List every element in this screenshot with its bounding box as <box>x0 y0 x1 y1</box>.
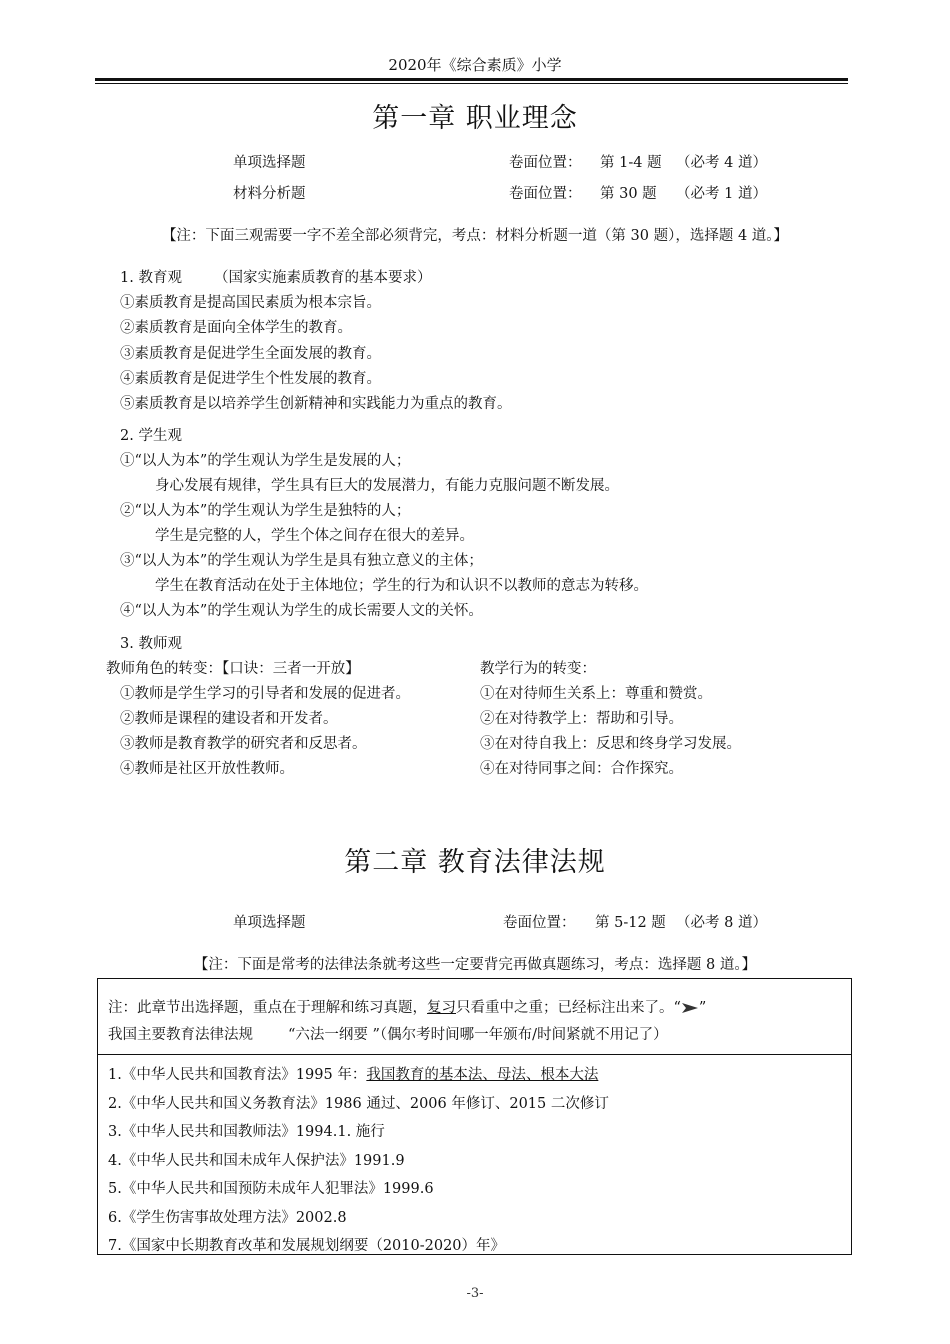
list-item: ②在对待教学上：帮助和引导。 <box>480 711 683 727</box>
position-value: 第 30 题 <box>600 186 657 202</box>
section-title: 3. 教师观 <box>120 636 182 652</box>
box-subtitle-note: “六法一纲要 ”（偶尔考时间哪一年颁布/时间紧就不用记了） <box>288 1027 668 1043</box>
list-item: ②素质教育是面向全体学生的教育。 <box>120 320 352 336</box>
required-count: （必考 4 道） <box>676 155 767 171</box>
position-label: 卷面位置： <box>509 186 582 202</box>
law-box <box>97 978 852 1255</box>
list-item: ③“以人为本”的学生观认为学生是具有独立意义的主体； <box>120 553 483 569</box>
chapter-note: 【注：下面是常考的法律法条就考这些一定要背完再做真题练习，考点：选择题 8 道。】 <box>193 957 757 973</box>
list-item: ①教师是学生学习的引导者和发展的促进者。 <box>120 686 410 702</box>
list-item-detail: 身心发展有规律，学生具有巨大的发展潜力，有能力克服问题不断发展。 <box>155 478 619 494</box>
list-item: ③在对待自我上：反思和终身学习发展。 <box>480 736 741 752</box>
required-count: （必考 1 道） <box>676 186 767 202</box>
box-note-text: 只看重中之重；已经标注出来了。“ <box>456 1000 681 1016</box>
box-note-text: ” <box>698 1000 707 1016</box>
teacher-role-title: 教师角色的转变：【口诀：三者一开放】 <box>106 661 360 677</box>
list-item: ②“以人为本”的学生观认为学生是独特的人； <box>120 503 411 519</box>
law-item: 5.《中华人民共和国预防未成年人犯罪法》1999.6 <box>108 1181 434 1197</box>
list-item: ④在对待同事之间：合作探究。 <box>480 761 683 777</box>
law-item: 3.《中华人民共和国教师法》1994.1. 施行 <box>108 1124 385 1140</box>
chapter-note: 【注：下面三观需要一字不差全部必须背完，考点：材料分析题一道（第 30 题），选择题 4 道。】 <box>161 228 789 244</box>
law-item: 6.《学生伤害事故处理方法》2002.8 <box>108 1210 347 1226</box>
list-item-detail: 学生是完整的人，学生个体之间存在很大的差异。 <box>155 528 474 544</box>
page-number: -3- <box>466 1286 484 1301</box>
position-label: 卷面位置： <box>503 915 576 931</box>
box-subtitle: 我国主要教育法律法规 <box>108 1027 253 1043</box>
section-subtitle: （国家实施素质教育的基本要求） <box>214 270 432 286</box>
list-item: ③教师是教育教学的研究者和反思者。 <box>120 736 367 752</box>
list-item: ④素质教育是促进学生个性发展的教育。 <box>120 371 381 387</box>
box-note-underlined: 复习 <box>427 1000 456 1016</box>
question-type: 单项选择题 <box>233 915 306 931</box>
required-count: （必考 8 道） <box>676 915 767 931</box>
law-item-underlined: 我国教育的基本法、母法、根本大法 <box>366 1067 599 1083</box>
law-item <box>108 1063 598 1084</box>
list-item: ④教师是社区开放性教师。 <box>120 761 294 777</box>
list-item-detail: 学生在教育活动在处于主体地位；学生的行为和认识不以教师的意志为转移。 <box>155 578 648 594</box>
box-note <box>108 996 706 1017</box>
law-item: 4.《中华人民共和国未成年人保护法》1991.9 <box>108 1153 405 1169</box>
list-item: ①“以人为本”的学生观认为学生是发展的人； <box>120 453 411 469</box>
page-header: 2020年《综合素质》小学 <box>388 56 562 74</box>
question-type: 材料分析题 <box>233 186 306 202</box>
box-note-text: 注：此章节出选择题，重点在于理解和练习真题， <box>108 1000 427 1016</box>
position-label: 卷面位置： <box>509 155 582 171</box>
list-item: ①素质教育是提高国民素质为根本宗旨。 <box>120 295 381 311</box>
section-title: 1. 教育观 <box>120 270 182 286</box>
law-item: 2.《中华人民共和国义务教育法》1986 通过、2006 年修订、2015 二次修订 <box>108 1096 609 1112</box>
teaching-behavior-title: 教学行为的转变： <box>480 661 596 677</box>
section-title: 2. 学生观 <box>120 428 182 444</box>
list-item: ③素质教育是促进学生全面发展的教育。 <box>120 346 381 362</box>
position-value: 第 5-12 题 <box>595 915 666 931</box>
chapter-title: 第二章 教育法律法规 <box>344 847 606 878</box>
law-item: 7.《国家中长期教育改革和发展规划纲要（2010-2020）年》 <box>108 1238 506 1254</box>
law-item-text: 1.《中华人民共和国教育法》1995 年： <box>108 1067 367 1083</box>
chapter-title: 第一章 职业理念 <box>372 103 578 134</box>
question-type: 单项选择题 <box>233 155 306 171</box>
list-item: ④“以人为本”的学生观认为学生的成长需要人文的关怀。 <box>120 603 483 619</box>
list-item: ⑤素质教育是以培养学生创新精神和实践能力为重点的教育。 <box>120 396 512 412</box>
list-item: ①在对待师生关系上：尊重和赞赏。 <box>480 686 712 702</box>
header-rule-thick <box>95 78 848 81</box>
box-divider <box>98 1054 851 1055</box>
position-value: 第 1-4 题 <box>600 155 662 171</box>
list-item: ②教师是课程的建设者和开发者。 <box>120 711 338 727</box>
arrow-icon <box>681 1002 699 1014</box>
header-rule-thin <box>95 83 848 84</box>
